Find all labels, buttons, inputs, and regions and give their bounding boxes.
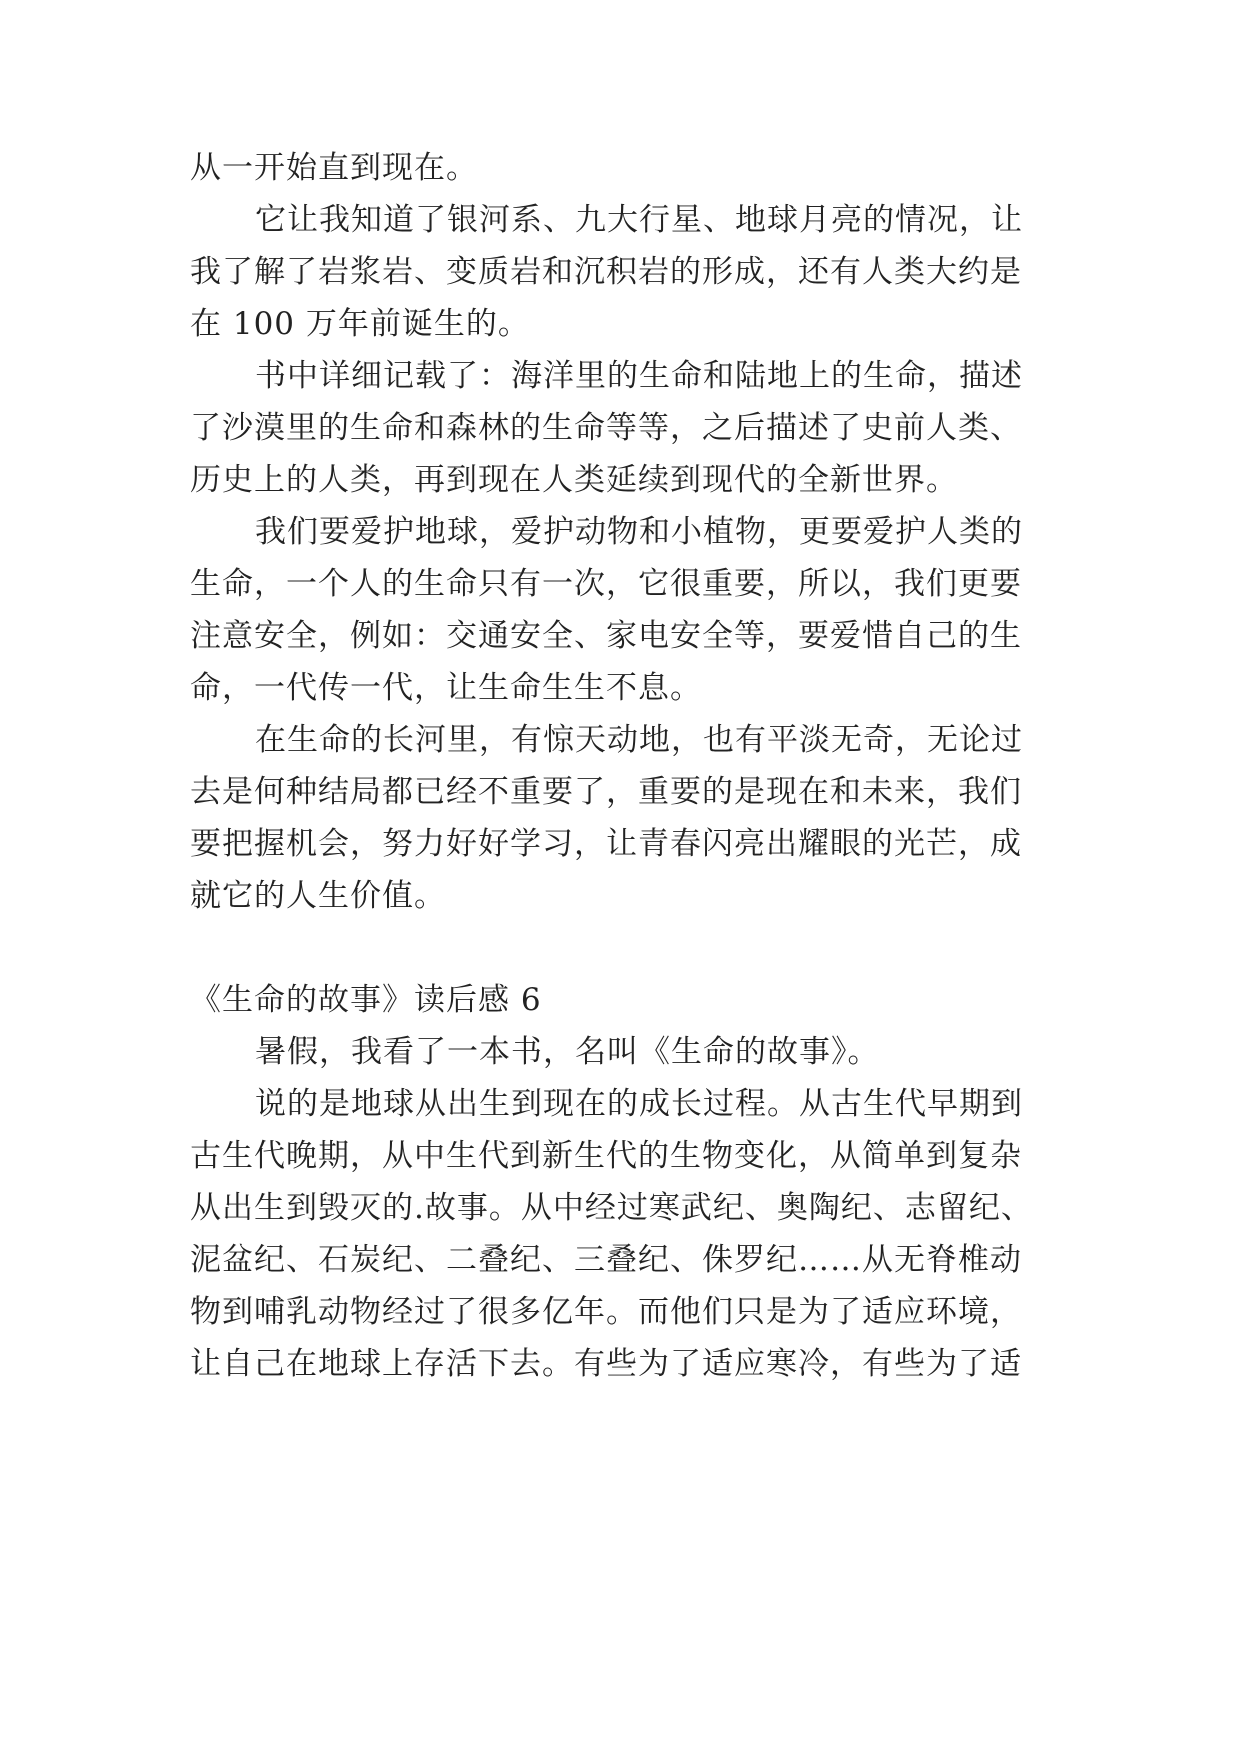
text-line: 物到哺乳动物经过了很多亿年。而他们只是为了适应环境， bbox=[190, 1294, 1022, 1330]
paragraph-first-line: 它让我知道了银河系、九大行星、地球月亮的情况，让 bbox=[255, 202, 1023, 238]
text-line: 命，一代传一代，让生命生生不息。 bbox=[190, 670, 702, 706]
paragraph-first-line: 在生命的长河里，有惊天动地，也有平淡无奇，无论过 bbox=[255, 722, 1023, 758]
text-line: 历史上的人类，再到现在人类延续到现代的全新世界。 bbox=[190, 462, 958, 498]
text-line: 从一开始直到现在。 bbox=[190, 150, 478, 186]
text-line: 在 100 万年前诞生的。 bbox=[190, 306, 530, 342]
section-heading: 《生命的故事》读后感 6 bbox=[190, 982, 542, 1018]
paragraph-first-line: 暑假，我看了一本书，名叫《生命的故事》。 bbox=[255, 1034, 880, 1070]
text-line: 生命，一个人的生命只有一次，它很重要，所以，我们更要 bbox=[190, 566, 1022, 602]
text-line: 注意安全，例如：交通安全、家电安全等，要爱惜自己的生 bbox=[190, 618, 1022, 654]
paragraph-first-line: 说的是地球从出生到现在的成长过程。从古生代早期到 bbox=[255, 1086, 1023, 1122]
text-line: 让自己在地球上存活下去。有些为了适应寒冷，有些为了适 bbox=[190, 1346, 1022, 1382]
text-line: 要把握机会，努力好好学习，让青春闪亮出耀眼的光芒，成 bbox=[190, 826, 1022, 862]
text-line: 去是何种结局都已经不重要了，重要的是现在和未来，我们 bbox=[190, 774, 1022, 810]
paragraph-first-line: 书中详细记载了：海洋里的生命和陆地上的生命，描述 bbox=[255, 358, 1023, 394]
text-line: 古生代晚期，从中生代到新生代的生物变化，从简单到复杂 bbox=[190, 1138, 1022, 1174]
paragraph-first-line: 我们要爱护地球，爱护动物和小植物，更要爱护人类的 bbox=[255, 514, 1023, 550]
text-line: 泥盆纪、石炭纪、二叠纪、三叠纪、侏罗纪……从无脊椎动 bbox=[190, 1242, 1022, 1278]
text-line: 就它的人生价值。 bbox=[190, 878, 446, 914]
text-line: 了沙漠里的生命和森林的生命等等，之后描述了史前人类、 bbox=[190, 410, 1022, 446]
text-line: 我了解了岩浆岩、变质岩和沉积岩的形成，还有人类大约是 bbox=[190, 254, 1022, 290]
text-line: 从出生到毁灭的.故事。从中经过寒武纪、奥陶纪、志留纪、 bbox=[190, 1190, 1033, 1226]
